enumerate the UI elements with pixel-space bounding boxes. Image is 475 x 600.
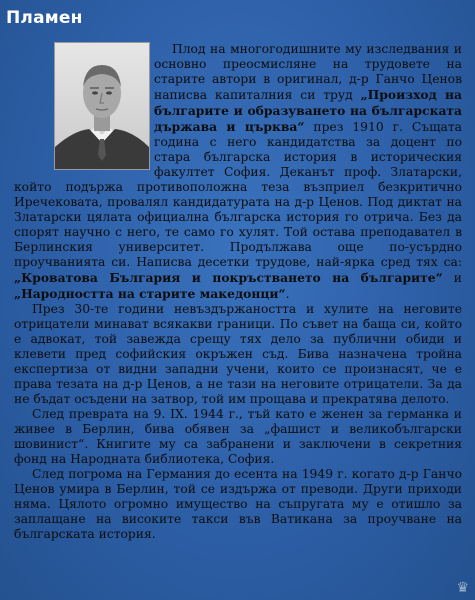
paragraph-4: След погрома на Германия до есента на 1949 г. когато д-р Ганчо Ценов умира в Берлин, той се издържа от преводи. Други приходи няма. Цялото огромно имущество на съпругата му е отишло за заплащане на високите такси във Ватикана за проучване на българската история. xyxy=(14,467,462,541)
paragraph-3: След превратa на 9. IX. 1944 г., тъй като е женен за германка и живее в Берлин, бива обявен за „фашист и великобългарски шовинист“. Книгите му са забранени и заключени в секретния фонд на Народната библиотека, София. xyxy=(14,407,462,466)
crown-logo-icon: ♛ xyxy=(456,580,469,596)
paragraph-1-intro: Плод на многогодишните му изследвания и основно преосмисляне на трудовете на старите автори в оригинал, д-р Ганчо Ценов написва капиталния си труд xyxy=(154,42,462,102)
paragraph-2: През 30-те години невъздържаността и хулите на неговите отрицатели минават всякакви граници. По съвет на баща си, който е адвокат, той завежда срещу тях дело за публични обиди и клевети пред софийския окръжен съд. Бива назначена тройна експертиза от видни западни учени, които се произнасят, че е права тезата на д-р Ценов, а не тази на неговите отрицатели. За да не бъдат осъдени на затвор, той им прощава и прекратява делото. xyxy=(14,302,462,406)
publisher-tag: Пламен xyxy=(6,8,83,28)
paragraph-1-body: през 1910 г. Същата година с него кандидатства за доцент по стара българска история в историческия факултет София. Деканът проф. Златарски, който подържа противоположна теза възприел безкритично Иречековата, провалял кандидатурата на д-р Ценов. Под диктат на Златарски цялата официална българска история го отрича. Без да спорят научно с него, те само го хулят. Той остава преподавател в Берлинския университет. Продължава още по-усърдно проучванията си. Написва десетки трудове, най-ярка сред тях са: xyxy=(14,120,462,269)
book-title-krovat: „Кроватова България и покръстването на българите“ xyxy=(14,270,443,285)
book-title-origin: „Произход на българите и образуването на българската държава и църква“ xyxy=(154,87,463,134)
portrait-spacer xyxy=(14,42,154,170)
biography-text xyxy=(14,42,462,542)
book-title-macedonians: „Народността на старите македонци“ xyxy=(14,286,286,301)
paragraph-1-end: . xyxy=(285,287,290,301)
paragraph-1-conj: и xyxy=(442,271,462,285)
